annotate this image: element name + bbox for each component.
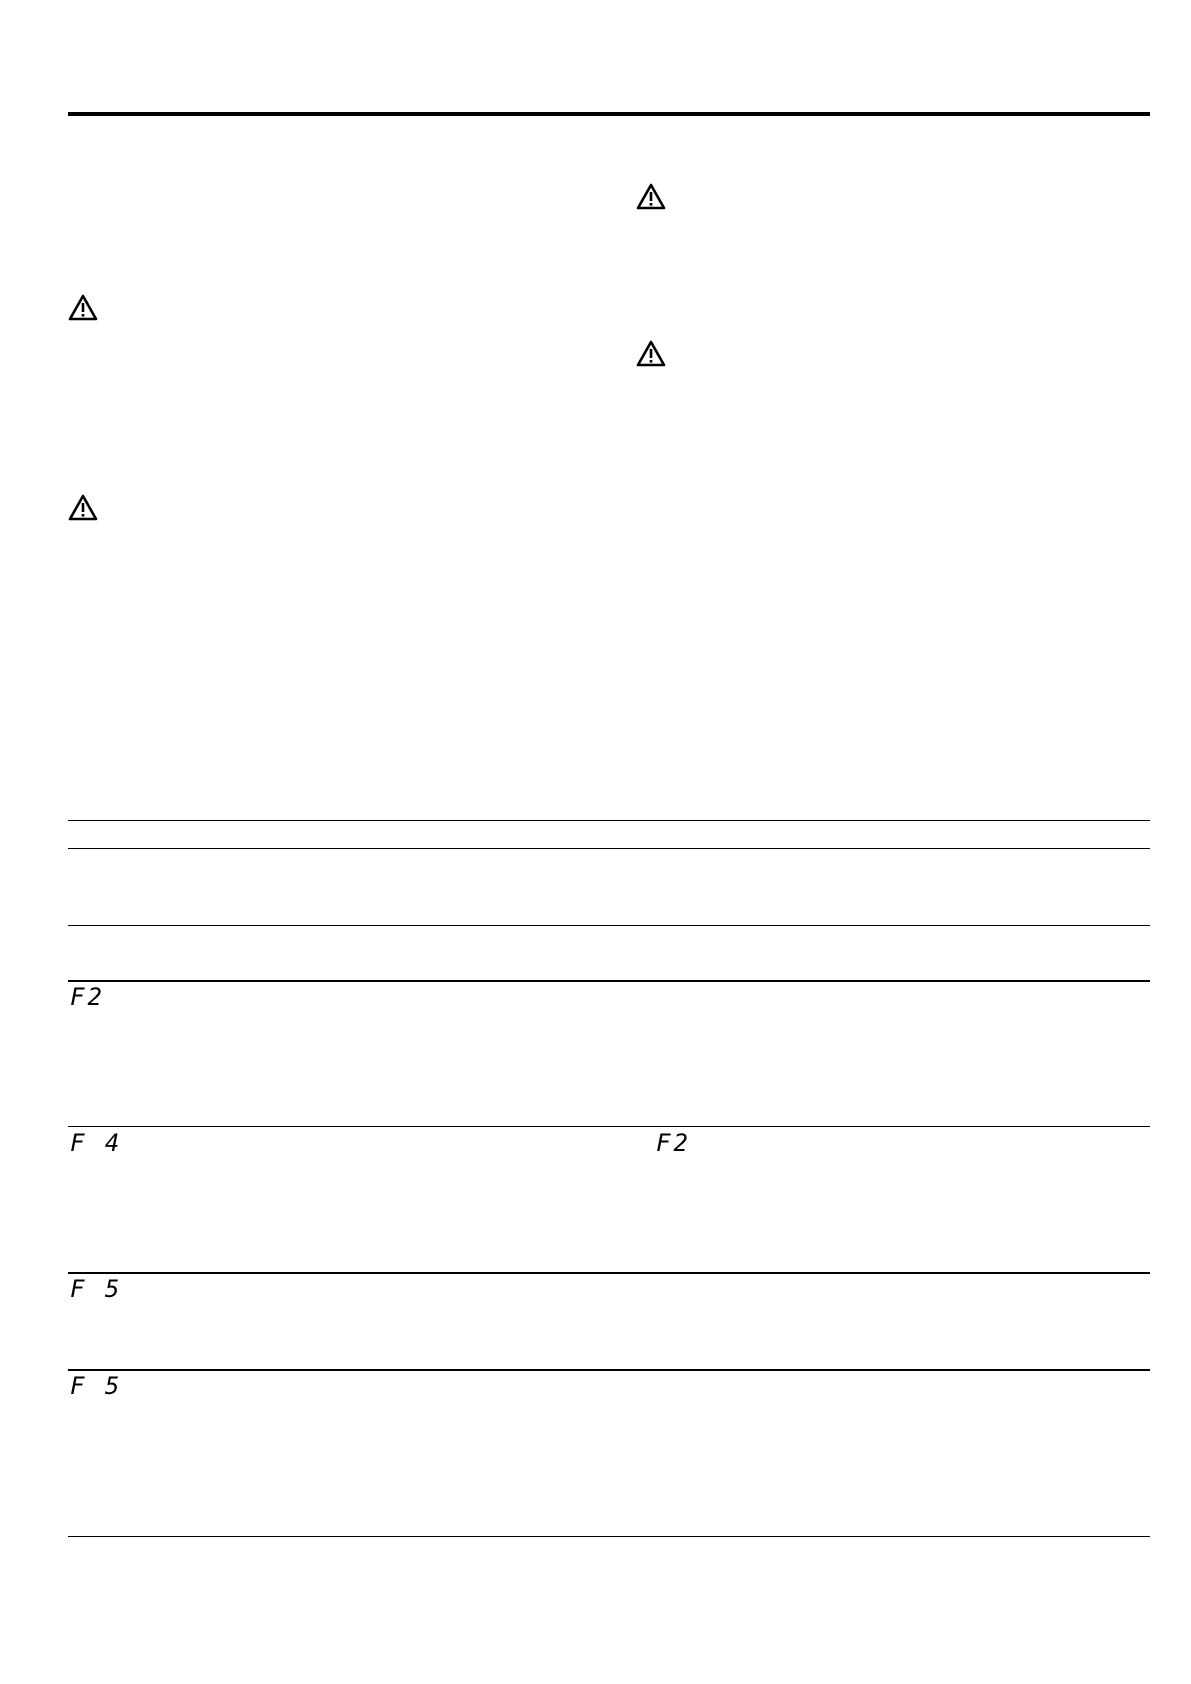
table-bottom-rule (68, 1536, 1150, 1537)
table-row-rule (68, 980, 1150, 982)
table-row-rule (68, 1126, 1150, 1127)
table-row-rule (68, 1369, 1150, 1371)
warning-icon (68, 294, 98, 322)
table-row-rule (68, 925, 1150, 926)
table-row-rule (68, 1272, 1150, 1274)
error-code: F 5 (70, 1275, 123, 1303)
warning-icon (636, 183, 666, 211)
warning-icon (636, 340, 666, 368)
error-code: F 4 (70, 1129, 123, 1157)
error-code: F2 (656, 1129, 691, 1157)
warning-icon (68, 494, 98, 522)
header-rule (68, 112, 1150, 116)
table-top-rule (68, 820, 1150, 821)
table-header-rule (68, 848, 1150, 849)
error-code: F 5 (70, 1372, 123, 1400)
error-code: F2 (70, 983, 105, 1011)
